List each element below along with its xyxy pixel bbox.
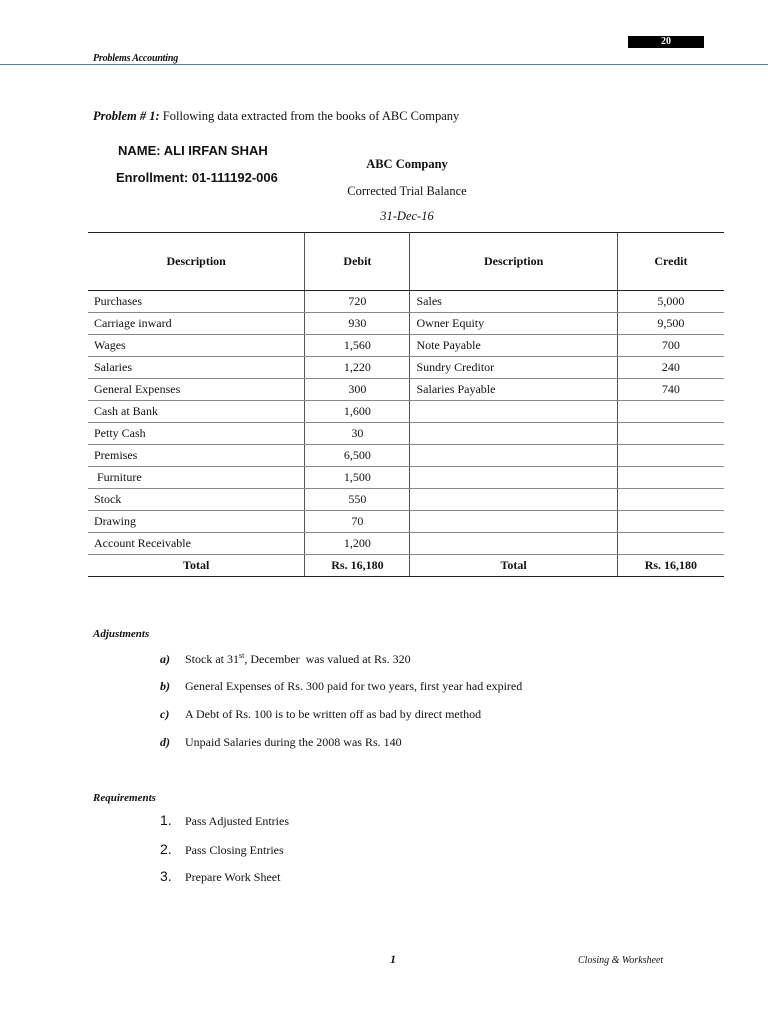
requirement-item — [160, 841, 284, 858]
header-debit: Debit — [305, 233, 410, 291]
header-credit: Credit — [617, 233, 724, 291]
header-description-debit: Description — [88, 233, 305, 291]
adjustment-text-tail: , December was valued at Rs. 320 — [244, 652, 411, 666]
adjustment-marker: a) — [160, 652, 170, 666]
row-credit-account: Note Payable — [410, 335, 617, 357]
table-row — [88, 335, 724, 357]
row-credit-amount: 700 — [617, 335, 724, 357]
row-debit-account: Stock — [88, 489, 305, 511]
row-debit-account: Purchases — [88, 291, 305, 313]
problem-text: Following data extracted from the books of ABC Company — [159, 109, 460, 123]
total-label-credit: Total — [410, 555, 617, 577]
row-credit-amount — [617, 489, 724, 511]
table-row — [88, 423, 724, 445]
adjustment-marker: d) — [160, 735, 170, 749]
row-debit-account: Drawing — [88, 511, 305, 533]
row-debit-account: Account Receivable — [88, 533, 305, 555]
table-row — [88, 401, 724, 423]
requirement-number: 3. — [160, 868, 172, 884]
row-credit-amount: 740 — [617, 379, 724, 401]
row-credit-amount — [617, 445, 724, 467]
company-name: ABC Company — [366, 157, 448, 171]
row-credit-account: Owner Equity — [410, 313, 617, 335]
row-credit-account — [410, 445, 617, 467]
problem-statement — [93, 109, 459, 124]
row-debit-account: General Expenses — [88, 379, 305, 401]
row-debit-amount: 720 — [305, 291, 410, 313]
row-credit-amount — [617, 423, 724, 445]
row-credit-account: Sales — [410, 291, 617, 313]
table-row — [88, 379, 724, 401]
table-total-row — [88, 555, 724, 577]
requirement-item — [160, 868, 280, 885]
row-credit-account — [410, 533, 617, 555]
trial-balance-date: 31-Dec-16 — [380, 209, 434, 223]
row-credit-amount: 5,000 — [617, 291, 724, 313]
row-debit-amount: 6,500 — [305, 445, 410, 467]
row-credit-amount — [617, 511, 724, 533]
row-credit-account — [410, 401, 617, 423]
row-credit-account — [410, 423, 617, 445]
row-debit-amount: 30 — [305, 423, 410, 445]
row-debit-account: Wages — [88, 335, 305, 357]
requirement-text: Pass Closing Entries — [185, 843, 284, 857]
row-debit-amount: 1,500 — [305, 467, 410, 489]
adjustment-marker: c) — [160, 707, 170, 721]
row-debit-account: Premises — [88, 445, 305, 467]
trial-balance-table — [88, 232, 724, 577]
requirements-heading: Requirements — [93, 792, 156, 804]
row-debit-account: Salaries — [88, 357, 305, 379]
adjustment-item — [160, 651, 411, 667]
row-credit-account — [410, 489, 617, 511]
running-header-title: Problems Accounting — [93, 53, 179, 64]
row-credit-amount — [617, 467, 724, 489]
row-debit-amount: 300 — [305, 379, 410, 401]
header-rule — [0, 64, 768, 65]
adjustments-heading: Adjustments — [93, 628, 150, 640]
row-debit-amount: 1,200 — [305, 533, 410, 555]
adjustment-text: A Debt of Rs. 100 is to be written off as bad by direct method — [185, 707, 482, 721]
table-row — [88, 445, 724, 467]
row-credit-amount — [617, 533, 724, 555]
trial-balance-title: Corrected Trial Balance — [347, 184, 467, 198]
footer-page-number: 1 — [390, 952, 396, 966]
table-body — [88, 291, 724, 555]
row-debit-account: Cash at Bank — [88, 401, 305, 423]
row-credit-account: Salaries Payable — [410, 379, 617, 401]
requirement-text: Prepare Work Sheet — [185, 870, 281, 884]
total-label-debit: Total — [88, 555, 305, 577]
row-credit-amount: 240 — [617, 357, 724, 379]
row-credit-amount: 9,500 — [617, 313, 724, 335]
table-row — [88, 467, 724, 489]
row-credit-account — [410, 467, 617, 489]
footer-section-title: Closing & Worksheet — [578, 955, 664, 966]
row-debit-account: Furniture — [88, 467, 305, 489]
adjustment-item — [160, 679, 522, 694]
problem-label: Problem # 1: — [93, 109, 160, 123]
table-row — [88, 313, 724, 335]
adjustment-text: General Expenses of Rs. 300 paid for two years, first year had expired — [185, 679, 523, 693]
row-debit-amount: 1,560 — [305, 335, 410, 357]
requirement-item — [160, 812, 289, 829]
total-debit: Rs. 16,180 — [305, 555, 410, 577]
table-header-row — [88, 233, 724, 291]
adjustment-item — [160, 735, 402, 750]
row-debit-account: Petty Cash — [88, 423, 305, 445]
row-debit-account: Carriage inward — [88, 313, 305, 335]
row-debit-amount: 930 — [305, 313, 410, 335]
page-number-badge: 20 — [628, 36, 704, 48]
total-credit: Rs. 16,180 — [617, 555, 724, 577]
row-debit-amount: 1,600 — [305, 401, 410, 423]
adjustment-marker: b) — [160, 679, 170, 693]
header-description-credit: Description — [410, 233, 617, 291]
student-enrollment: Enrollment: 01-111192-006 — [116, 170, 278, 185]
table-row — [88, 533, 724, 555]
adjustment-superscript: st — [239, 651, 245, 660]
table-row — [88, 489, 724, 511]
row-debit-amount: 550 — [305, 489, 410, 511]
student-name: NAME: ALI IRFAN SHAH — [118, 143, 268, 158]
adjustment-text: Unpaid Salaries during the 2008 was Rs. 140 — [185, 735, 402, 749]
table-row — [88, 511, 724, 533]
table-row — [88, 291, 724, 313]
row-debit-amount: 1,220 — [305, 357, 410, 379]
row-credit-amount — [617, 401, 724, 423]
row-credit-account — [410, 511, 617, 533]
row-credit-account: Sundry Creditor — [410, 357, 617, 379]
requirement-text: Pass Adjusted Entries — [185, 814, 289, 828]
requirement-number: 2. — [160, 841, 172, 857]
row-debit-amount: 70 — [305, 511, 410, 533]
table-row — [88, 357, 724, 379]
adjustment-text: Stock at 31 — [185, 652, 239, 666]
requirement-number: 1. — [160, 812, 172, 828]
adjustment-item — [160, 707, 481, 722]
